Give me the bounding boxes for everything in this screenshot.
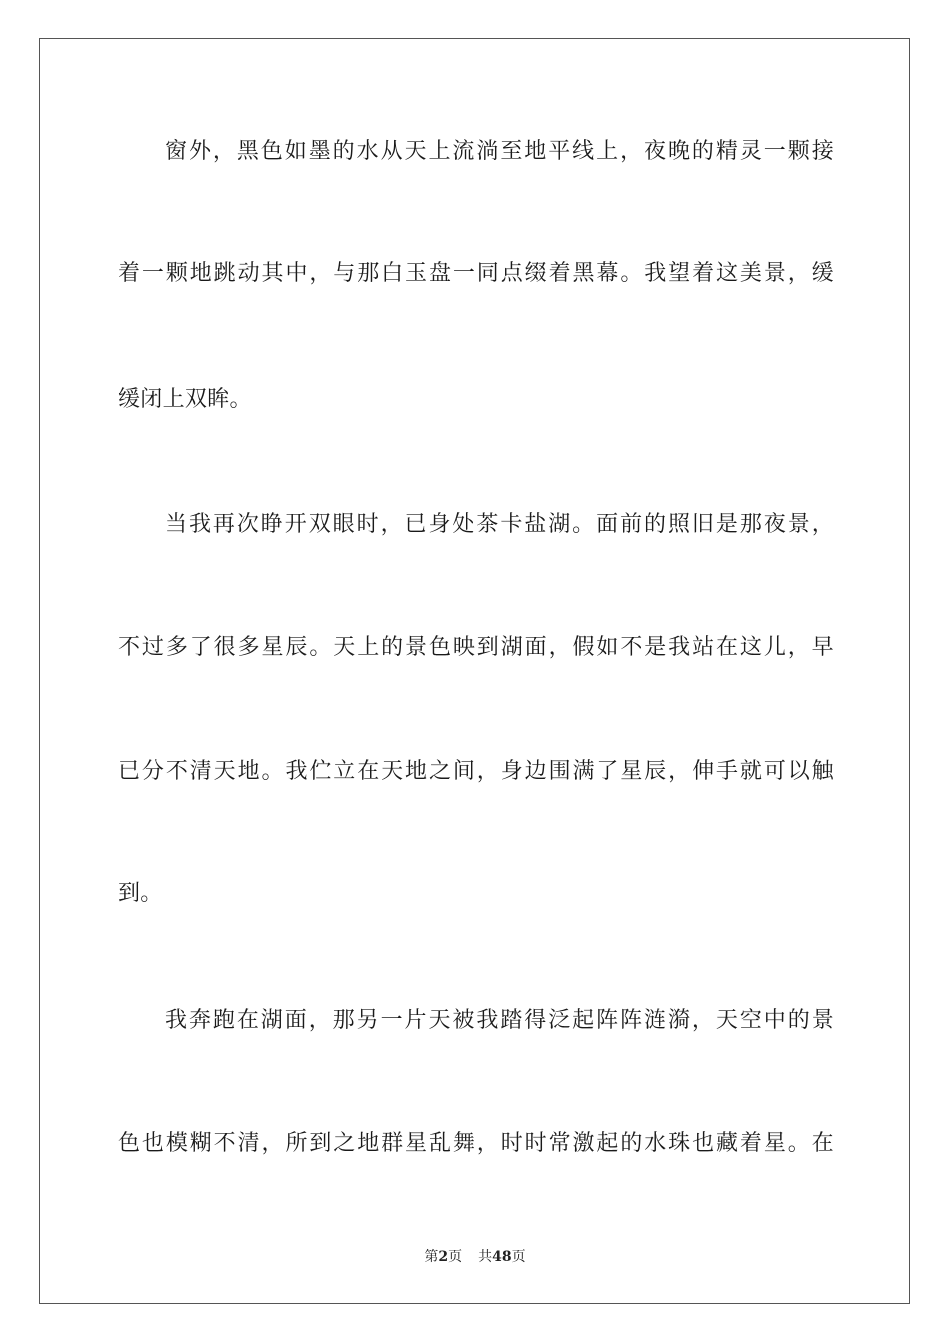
paragraph-3-line-1: 我奔跑在湖面，那另一片天被我踏得泛起阵阵涟漪，天空中的景 [165,1008,834,1033]
paragraph-1-line-1: 窗外，黑色如墨的水从天上流淌至地平线上，夜晚的精灵一颗接 [165,139,834,164]
paragraph-2-line-2: 不过多了很多星辰。天上的景色映到湖面，假如不是我站在这儿，早 [118,635,834,660]
total-label-prefix: 共 [478,1249,493,1265]
paragraph-1-line-3: 缓闭上双眸。 [118,387,252,412]
paragraph-3-line-2: 色也模糊不清，所到之地群星乱舞，时时常激起的水珠也藏着星。在 [118,1131,834,1156]
paragraph-2-line-4: 到。 [118,881,163,906]
paragraph-1-line-2: 着一颗地跳动其中，与那白玉盘一同点缀着黑幕。我望着这美景，缓 [118,261,834,286]
page-border [39,38,910,1304]
page-label-suffix: 页 [448,1249,463,1265]
page-number: 2 [438,1249,449,1265]
total-pages: 48 [492,1249,512,1265]
paragraph-2-line-3: 已分不清天地。我伫立在天地之间，身边围满了星辰，伸手就可以触 [118,759,834,784]
total-label-suffix: 页 [511,1249,526,1265]
page-label-prefix: 第 [424,1249,439,1265]
page-footer [0,1248,950,1266]
paragraph-2-line-1: 当我再次睁开双眼时，已身处茶卡盐湖。面前的照旧是那夜景， [165,512,834,537]
